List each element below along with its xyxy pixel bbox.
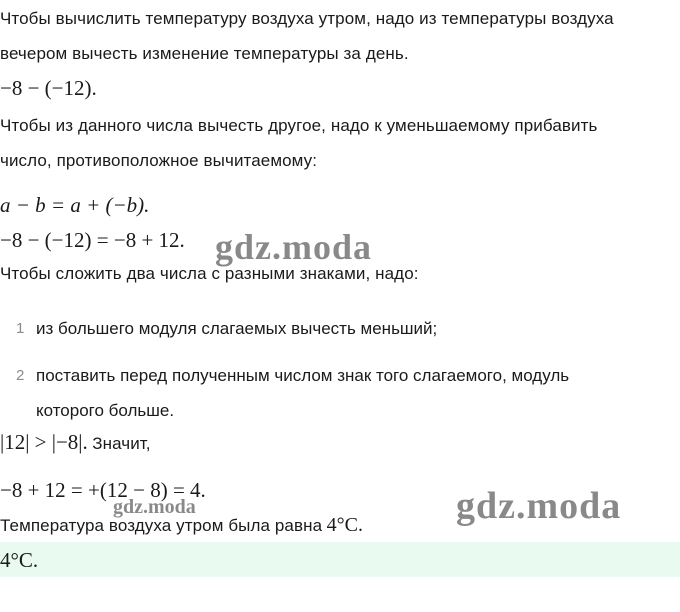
paragraph-line: Чтобы вычислить температуру воздуха утром, надо из температуры воздуха bbox=[0, 9, 614, 28]
math-expression: 4°C. bbox=[326, 514, 363, 536]
math-expression: −8 − (−12). bbox=[0, 76, 97, 100]
math-expression: |12| > |−8|. bbox=[0, 430, 88, 454]
math-expression: −8 + 12 = +(12 − 8) = 4. bbox=[0, 478, 206, 502]
watermark: gdz.moda bbox=[113, 496, 196, 518]
list-item: поставить перед полученным числом знак того слагаемого, модуль bbox=[36, 366, 570, 385]
paragraph-line: Чтобы из данного числа вычесть другое, надо к уменьшаемому прибавить bbox=[0, 116, 598, 135]
static-text: Температура воздуха утром была равна bbox=[0, 516, 323, 535]
static-text: Значит, bbox=[92, 434, 151, 453]
watermark: gdz.moda bbox=[215, 227, 373, 267]
math-expression: −8 − (−12) = −8 + 12. bbox=[0, 228, 185, 252]
list-number: 1 bbox=[16, 320, 25, 337]
paragraph-line: Чтобы сложить два числа с разными знаками, надо: bbox=[0, 264, 419, 283]
modulus-line bbox=[0, 430, 151, 454]
list-number: 2 bbox=[16, 367, 25, 384]
math-rule: a − b = a + (−b). bbox=[0, 193, 150, 217]
watermark: gdz.moda bbox=[456, 485, 622, 527]
list-item: из большего модуля слагаемых вычесть меньший; bbox=[36, 319, 438, 338]
paragraph-line: число, противоположное вычитаемому: bbox=[0, 151, 318, 170]
list-item-continuation: которого больше. bbox=[36, 401, 175, 420]
answer-value: 4°C. bbox=[0, 548, 39, 572]
answer-box bbox=[0, 542, 680, 577]
paragraph-line: вечером вычесть изменение температуры за день. bbox=[0, 44, 409, 63]
